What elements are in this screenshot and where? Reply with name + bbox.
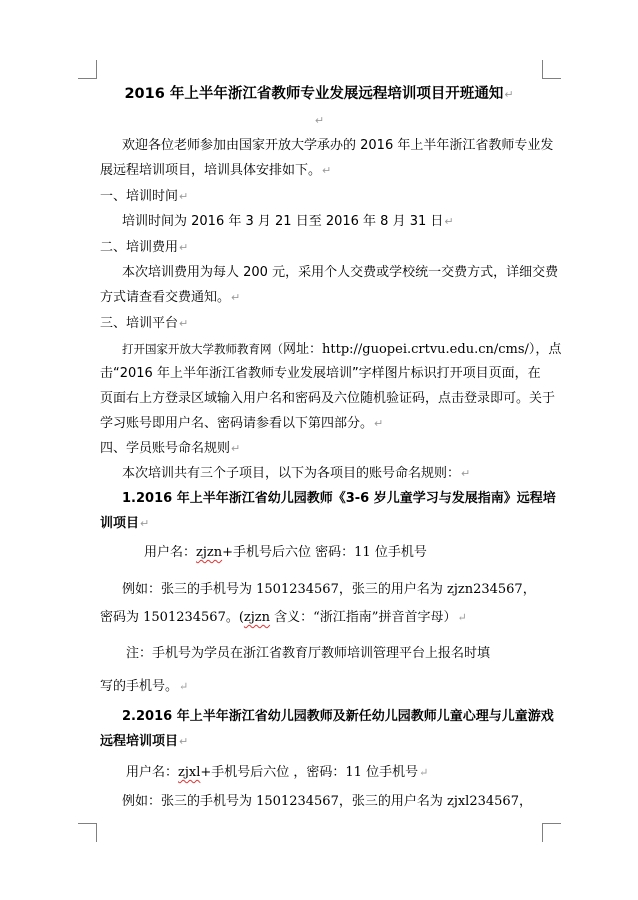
section-2-body-1: 本次培训费用为每人 200 元，采用个人交费或学校统一交费方式，详细交费 — [122, 265, 559, 280]
section-4-intro: 本次培训共有三个子项目，以下为各项目的账号命名规则：↵ — [122, 466, 471, 481]
section-3-body-4: 学习账号即用户名、密码请参看以下第四部分。↵ — [100, 416, 384, 431]
section-2-heading: 二、培训费用↵ — [100, 240, 189, 255]
section-4-heading: 四、学员账号命名规则↵ — [100, 441, 241, 456]
project-2-rule: 用户名：zjxl+手机号后六位 ，密码：11 位手机号↵ — [126, 765, 429, 780]
empty-paragraph: ↵ — [314, 114, 325, 127]
project-1-example-1: 例如：张三的手机号为 15012345​67，张三的用户名为 zjzn234567， — [122, 582, 536, 597]
section-3-body-1: 打开国家开放大学教师教育网（网址：http://guopei.crtvu.edu.cn/cms/），点 — [122, 342, 562, 357]
project-2-example-1: 例如：张三的手机号为 15012345​67，张三的用户名为 zjxl234567， — [122, 794, 532, 809]
project-1-title-1: 1.2016 年上半年浙江省幼儿园教师《3-6 岁儿童学习与发展指南》远程培 — [122, 491, 556, 506]
project-1-title-2: 训项目↵ — [100, 516, 150, 531]
intro-line-2: 展远程培训项目，培训具体安排如下。↵ — [100, 163, 332, 178]
intro-line-1: 欢迎各位老师参加由国家开放大学承办的 2016 年上半年浙江省教师专业发 — [122, 138, 554, 153]
section-2-body-2: 方式请查看交费通知。↵ — [100, 290, 241, 305]
crop-mark-top-right — [542, 60, 561, 79]
page-title: 2016 年上半年浙江省教师专业发展远程培训项目开班通知↵ — [124, 86, 514, 102]
crop-mark-bottom-right — [542, 823, 561, 842]
project-1-note-2: 写的手机号。↵ — [100, 679, 189, 694]
crop-mark-top-left — [78, 60, 97, 79]
section-1-body: 培训时间为 2016 年 3 月 21 日至 2016 年 8 月 31 日↵ — [122, 214, 454, 229]
project-1-rule: 用户名：zjzn+手机号后六位 密码：11 位手机号 — [144, 545, 427, 560]
section-3-body-3: 页面右上方登录区域输入用户名和密码及六位随机验证码，点击登录即可。关于 — [100, 391, 556, 406]
project-1-note-1: 注：手机号为学员在浙江省教育厅教师培训管理平台上报名时填 — [126, 646, 491, 661]
section-1-heading: 一、培训时间↵ — [100, 189, 189, 204]
project-2-title-1: 2.2016 年上半年浙江省幼儿园教师及新任幼儿园教师儿童心理与儿童游戏 — [122, 709, 554, 724]
section-3-heading: 三、培训平台↵ — [100, 316, 189, 331]
project-2-title-2: 远程培训项目↵ — [100, 734, 189, 749]
section-3-body-2: 击“2016 年上半年浙江省教师专业发展培训”字样图片标识打开项目页面，在 — [100, 366, 541, 381]
project-1-example-2: 密码为 15012345​67。(zjzn 含义：“浙江指南”拼音首字母）↵ — [100, 610, 467, 625]
crop-mark-bottom-left — [78, 823, 97, 842]
